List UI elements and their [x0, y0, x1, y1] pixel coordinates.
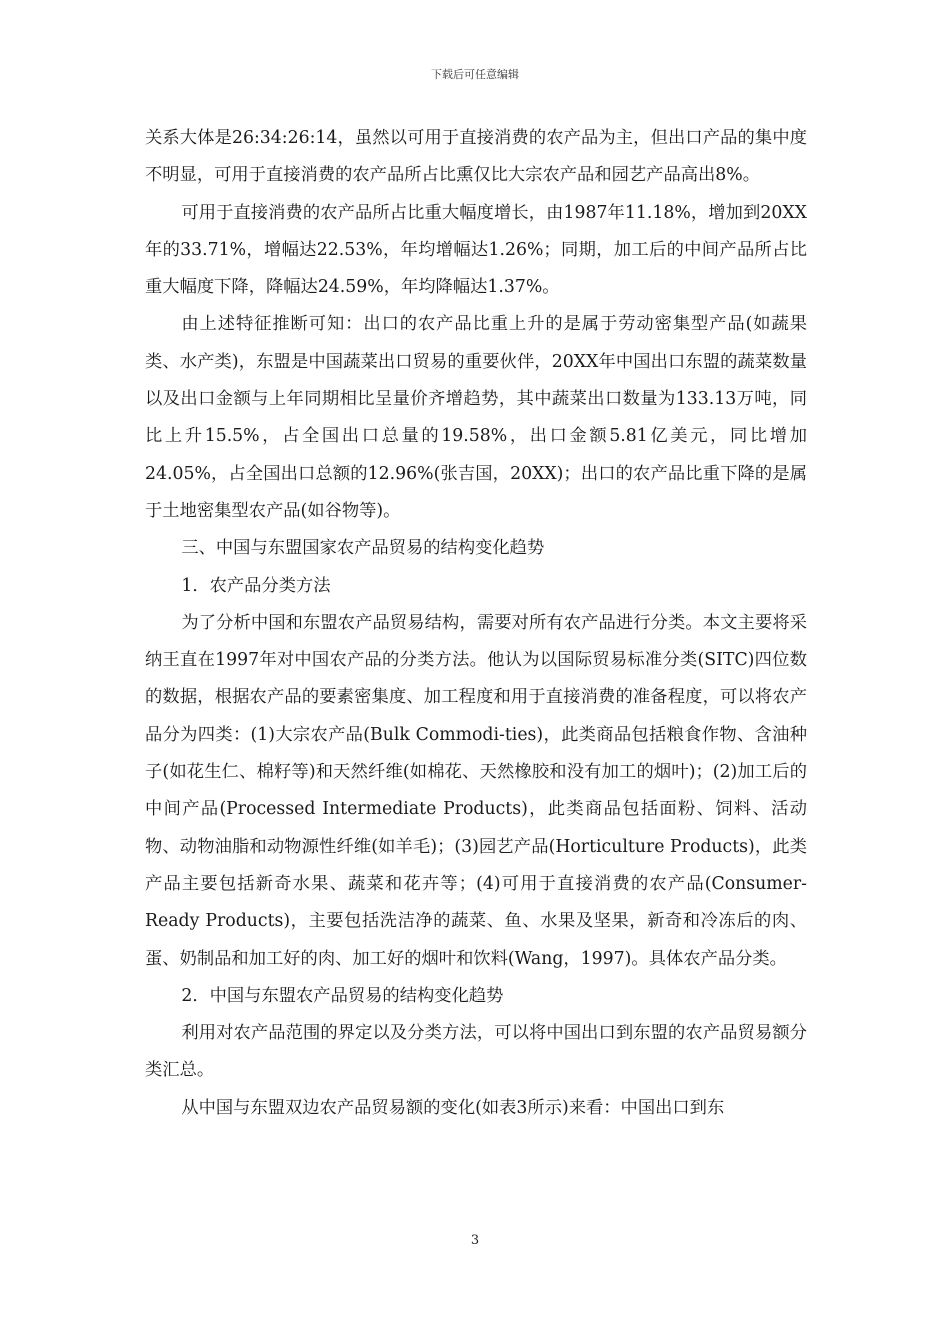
- document-body: [145, 120, 807, 1127]
- page-header: 下载后可任意编辑: [431, 68, 519, 81]
- paragraph-continuation: 关系大体是26:34:26:14，虽然以可用于直接消费的农产品为主，但出口产品的集中度不明显，可用于直接消费的农产品所占比熏仅比大宗农产品和园艺产品高出8%。: [145, 128, 807, 186]
- subsection-heading-1: 1．农产品分类方法: [181, 575, 331, 596]
- paragraph-summary: 利用对农产品范围的界定以及分类方法，可以将中国出口到东盟的农产品贸易额分类汇总。: [145, 1023, 807, 1081]
- paragraph-table-ref: 从中国与东盟双边农产品贸易额的变化(如表3所示)来看：中国出口到东: [181, 1097, 725, 1118]
- page-number: 3: [470, 1233, 480, 1248]
- subsection-heading-2: 2．中国与东盟农产品贸易的结构变化趋势: [181, 985, 504, 1006]
- section-heading: 三、中国与东盟国家农产品贸易的结构变化趋势: [181, 538, 545, 559]
- paragraph-classification: 为了分析中国和东盟农产品贸易结构，需要对所有农产品进行分类。本文主要将采纳王直在1997年对中国农产品的分类方法。他认为以国际贸易标准分类(SITC)四位数的数据，根据农产品的要素密集度、加工程度和用于直接消费的准备程度，可以将农产品分为四类：(1)大宗农产品(Bulk Commodi-ties)，此类商品包括粮食作物、含油种子(如花生仁、棉籽等)和天然纤维(如棉花、天然橡胶和没有加工的烟叶)；(2)加工后的中间产品(Processed Intermediate Products)，此类商品包括面粉、饲料、活动物、动物油脂和动物源性纤维(如羊毛)；(3)园艺产品(Horticulture Products)，此类产品主要包括新奇水果、蔬菜和花卉等；(4)可用于直接消费的农产品(Consumer-Ready Products)，主要包括洗洁净的蔬菜、鱼、水果及坚果，新奇和冷冻后的肉、蛋、奶制品和加工好的肉、加工好的烟叶和饮料(Wang，1997)。具体农产品分类。: [145, 612, 807, 969]
- paragraph-inference: 由上述特征推断可知：出口的农产品比重上升的是属于劳动密集型产品(如蔬果类、水产类)，东盟是中国蔬菜出口贸易的重要伙伴，20XX年中国出口东盟的蔬菜数量以及出口金额与上年同期相比呈量价齐增趋势，其中蔬菜出口数量为133.13万吨，同比上升15.5%，占全国出口总量的19.58%，出口金额5.81亿美元，同比增加24.05%，占全国出口总额的12.96%(张吉国，20XX)；出口的农产品比重下降的是属于土地密集型农产品(如谷物等)。: [145, 314, 807, 521]
- paragraph-growth: 可用于直接消费的农产品所占比重大幅度增长，由1987年11.18%，增加到20XX年的33.71%，增幅达22.53%，年均增幅达1.26%；同期，加工后的中间产品所占比重大幅度下降，降幅达24.59%，年均降幅达1.37%。: [145, 202, 807, 298]
